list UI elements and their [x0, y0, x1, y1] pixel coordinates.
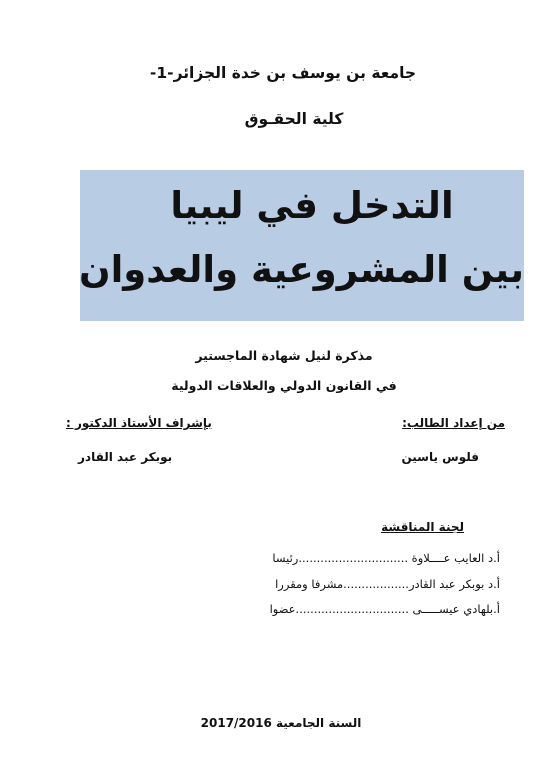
university-name: جامعة بن يوسف بن خدة الجزائر-1-: [149, 64, 417, 82]
faculty-name: كلية الحقـوق: [244, 110, 344, 128]
committee-member-1: أ.د العايب عــــلاوة ..............................رئيسا: [272, 551, 500, 565]
degree-line: مذكرة لنيل شهادة الماجستير: [195, 348, 373, 363]
academic-year: السنة الجامعية 2017/2016: [200, 716, 362, 730]
title-box: [80, 170, 524, 321]
student-name: فلوس ياسين: [401, 450, 479, 464]
committee-member-2: أ.د بوبكر عبد القادر..................مشرفا ومقررا: [275, 577, 500, 591]
committee-label: لجنة المناقشة: [381, 520, 464, 534]
committee-member-3: أ.بلهادي عيســـــى ...............................عضوا: [269, 602, 500, 616]
specialty-line: في القانون الدولي والعلاقات الدولية: [171, 378, 397, 393]
supervisor-label: بإشراف الأستاذ الدكتور :: [66, 416, 212, 430]
title-line-1: التدخل في ليبيا: [170, 184, 454, 227]
supervisor-name: بوبكر عبد القادر: [78, 450, 173, 464]
title-line-2: بين المشروعية والعدوان: [78, 248, 524, 291]
student-label: من إعداد الطالب:: [402, 416, 505, 430]
